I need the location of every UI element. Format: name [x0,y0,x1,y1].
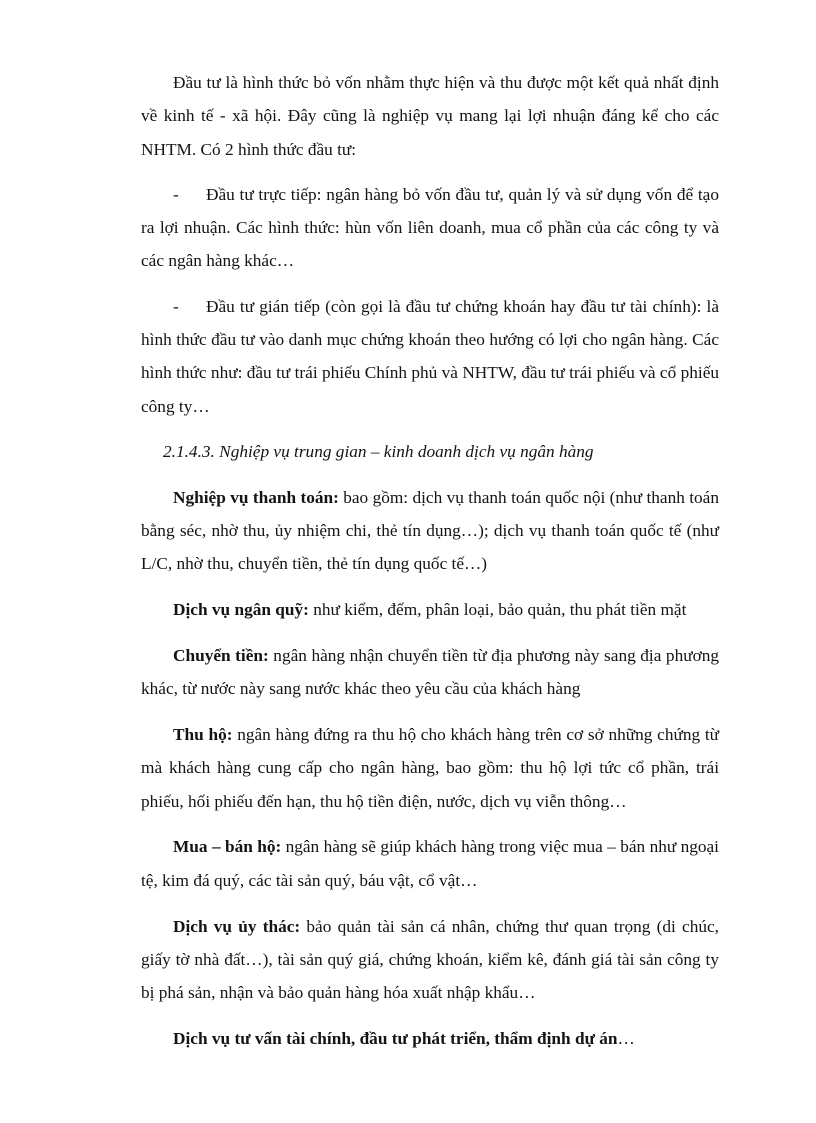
advisory-ellipsis: … [617,1028,635,1048]
service-treasury [141,593,719,626]
body-text [141,66,719,1055]
service-payment [141,481,719,581]
advisory-bold-text: Dịch vụ tư vấn tài chính, đầu tư phát triển, thẩm định dự án [173,1028,618,1048]
bullet-marker: - [173,184,179,204]
section-heading: 2.1.4.3. Nghiệp vụ trung gian – kinh doanh dịch vụ ngân hàng [163,441,594,461]
service-description: ngân hàng nhận chuyển tiền từ địa phương này sang địa phương khác, từ nước này sang nước khác theo yêu cầu của khách hàng [141,645,719,699]
service-buy-sell [141,830,719,897]
service-description: bao gồm: dịch vụ thanh toán quốc nội (như thanh toán bằng séc, nhờ thu, ủy nhiệm chi, thẻ tín dụng…); dịch vụ thanh toán quốc tế (như L/C, nhờ thu, chuyển tiền, thẻ tín dụng quốc tế…) [141,487,719,574]
service-term: Mua – bán hộ: [173,837,282,857]
service-term: Thu hộ: [173,725,233,745]
service-trust [141,910,719,1010]
service-description: như kiểm, đếm, phân loại, bảo quản, thu phát tiền mặt [308,600,687,620]
bullet-marker: - [173,296,179,316]
service-description: ngân hàng sẽ giúp khách hàng trong việc mua – bán như ngoại tệ, kim đá quý, các tài sản quý, báu vật, cổ vật… [141,837,719,890]
service-term: Dịch vụ ngân quỹ: [173,600,309,620]
service-term: Chuyển tiền: [173,645,269,665]
service-description: ngân hàng đứng ra thu hộ cho khách hàng trên cơ sở những chứng từ mà khách hàng cung cấp cho ngân hàng, bao gồm: thu hộ lợi tức cổ phần, trái phiếu, hối phiếu đến hạn, thu hộ tiền điện, nước, dịch vụ viễn thông… [141,725,720,811]
bullet-indirect-investment [141,290,719,423]
service-money-transfer [141,639,719,706]
bullet-text: Đầu tư trực tiếp: ngân hàng bỏ vốn đầu tư, quản lý và sử dụng vốn để tạo ra lợi nhuận. Các hình thức: hùn vốn liên doanh, mua cổ phần của các công ty và các ngân hàng khác… [141,184,719,271]
service-term: Nghiệp vụ thanh toán: [173,487,339,507]
service-description: bảo quản tài sản cá nhân, chứng thư quan trọng (di chúc, giấy tờ nhà đất…), tài sản quý giá, chứng khoán, kiểm kê, đánh giá tài sản công ty bị phá sản, nhận và bảo quản hàng hóa xuất nhập khẩu… [141,916,719,1003]
service-collection [141,718,719,818]
service-advisory [141,1022,719,1055]
bullet-text: Đầu tư gián tiếp (còn gọi là đầu tư chứng khoán hay đầu tư tài chính): là hình thức đầu tư vào danh mục chứng khoán theo hướng có lợi cho ngân hàng. Các hình thức như: đầu tư trái phiếu Chính phủ và NHTW, đầu tư trái phiếu và cổ phiếu công ty… [141,296,719,416]
intro-paragraph: Đầu tư là hình thức bỏ vốn nhằm thực hiện và thu được một kết quả nhất định về kinh tế - xã hội. Đây cũng là nghiệp vụ mang lại lợi nhuận đáng kể cho các NHTM. Có 2 hình thức đầu tư: [141,73,719,159]
service-term: Dịch vụ ủy thác: [173,916,301,936]
bullet-direct-investment [141,178,719,278]
